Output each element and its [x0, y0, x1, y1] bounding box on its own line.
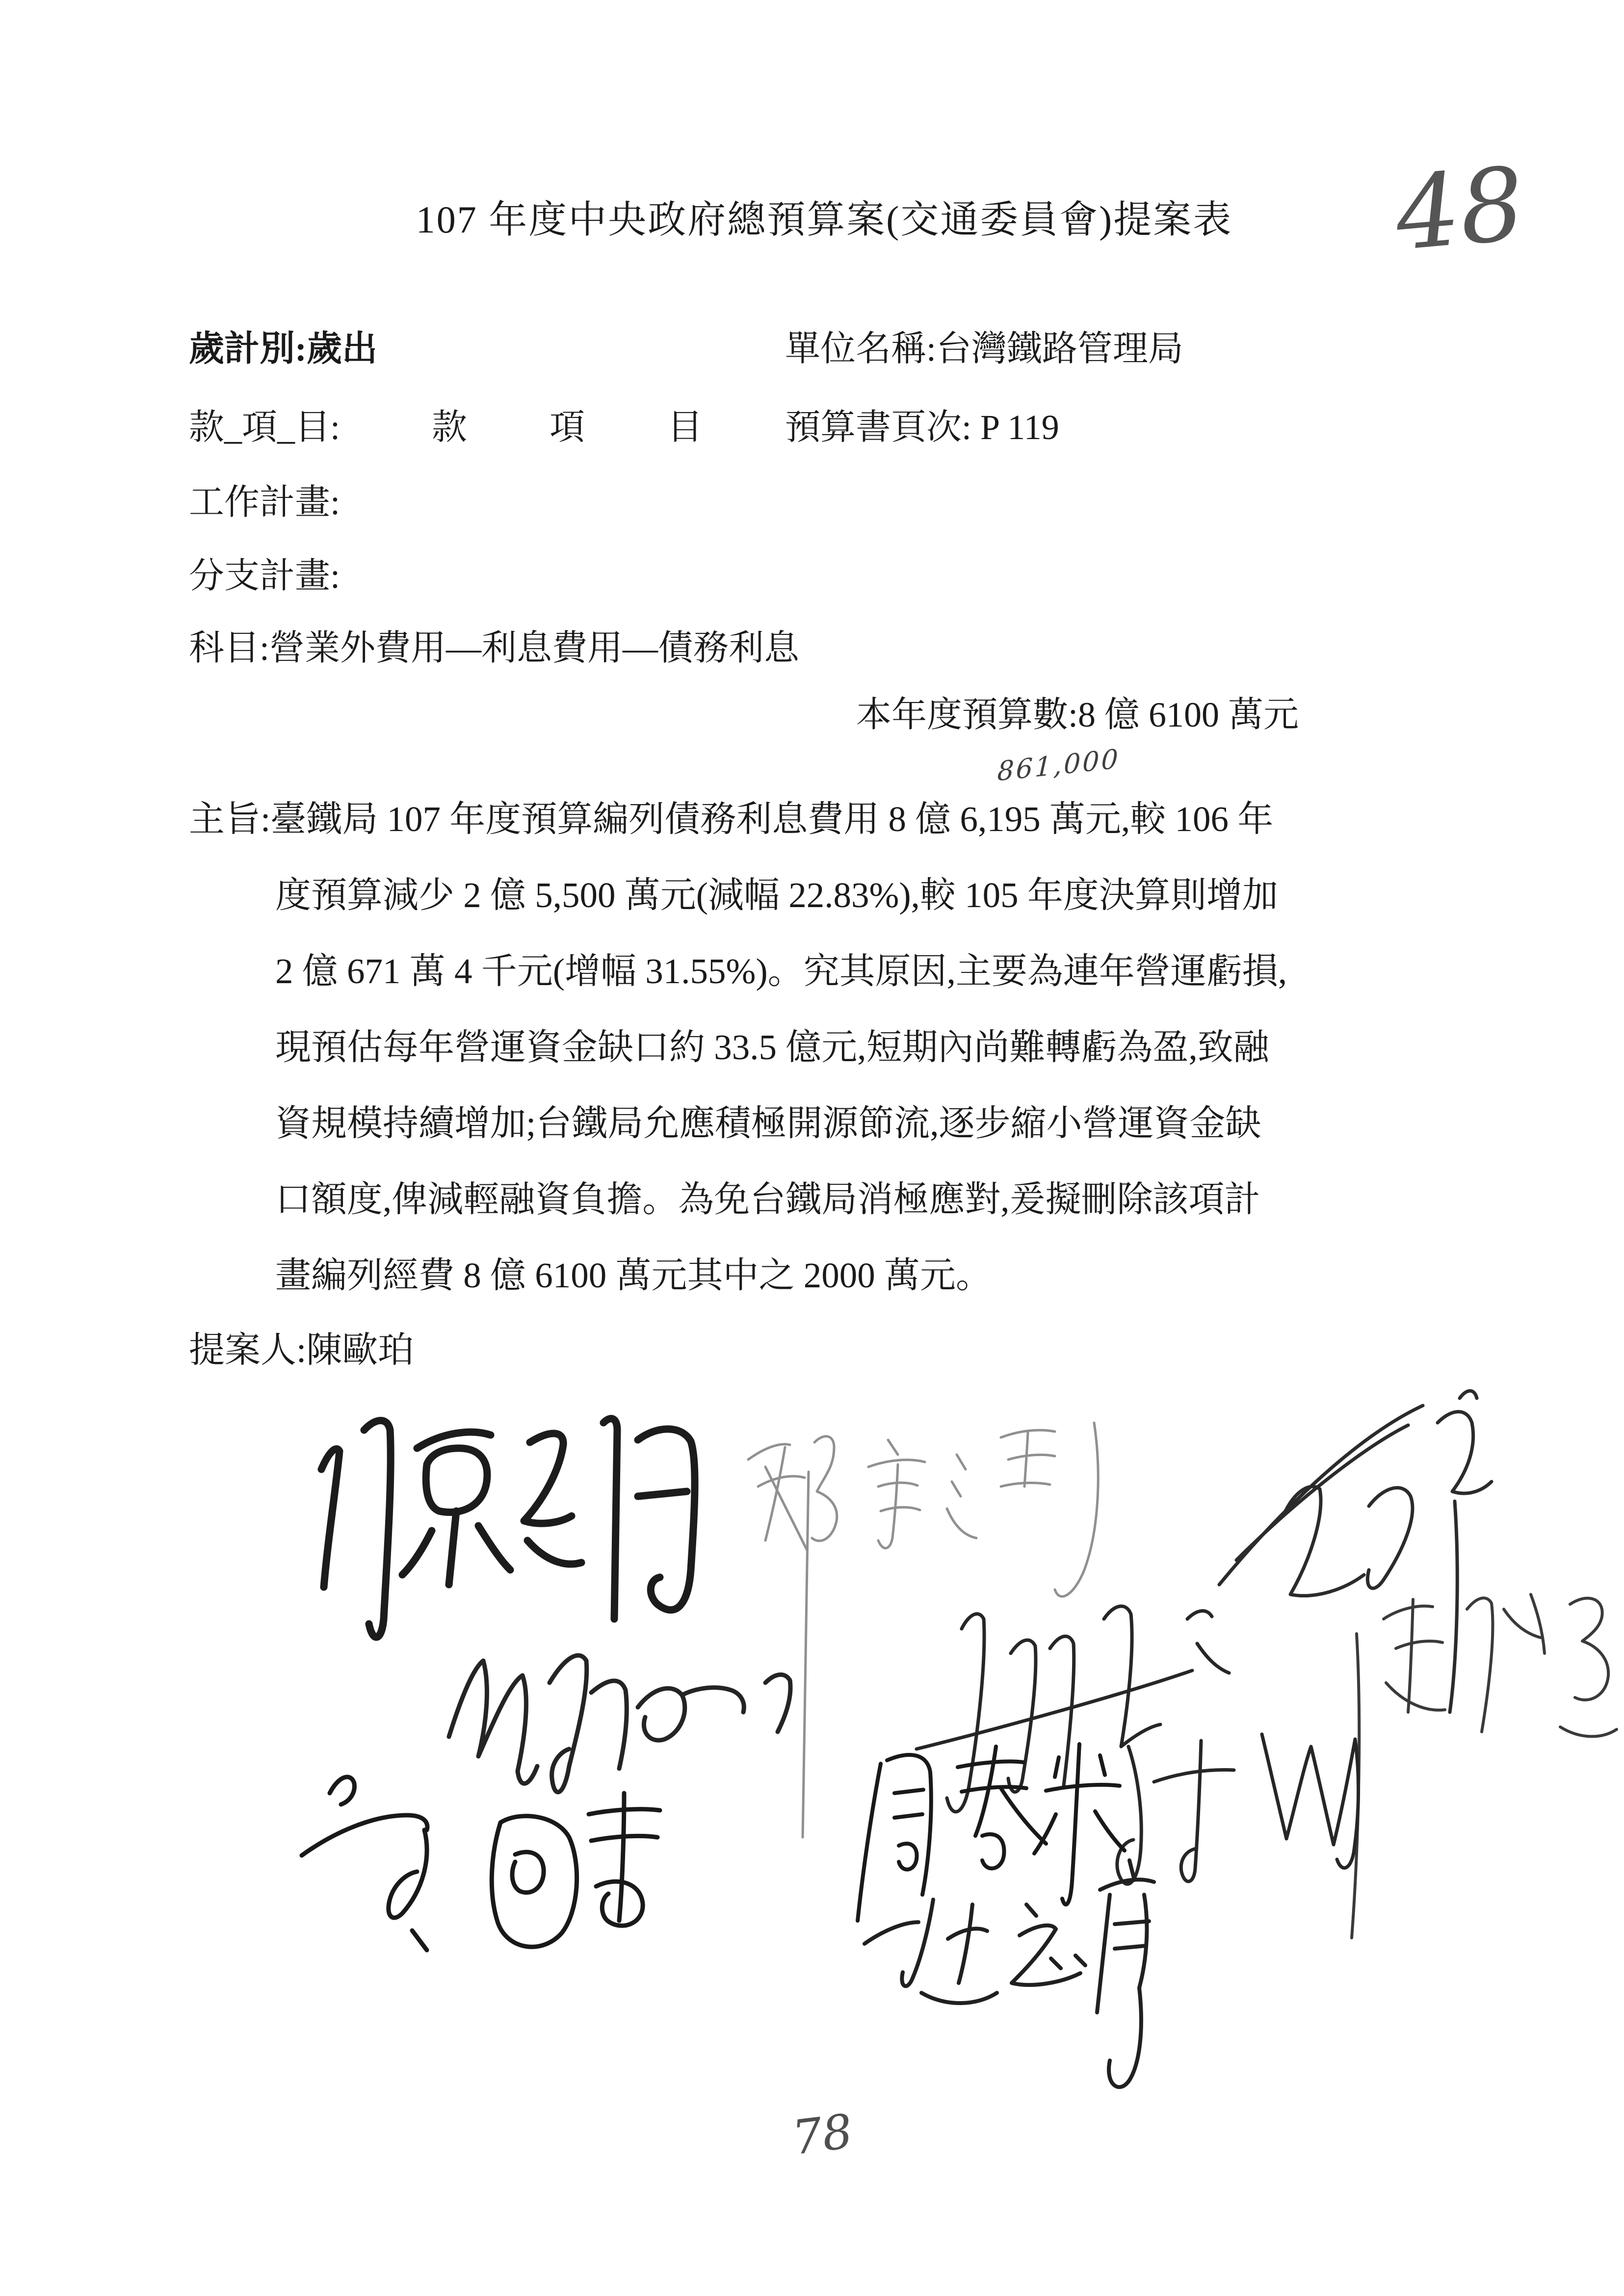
item-value: 款 項 目 [432, 408, 727, 447]
account-title: 科目:營業外費用—利息費用—債務利息 [189, 628, 800, 668]
branch-plan-label: 分支計畫: [189, 556, 341, 596]
budget-category-label: 歲計別: [189, 329, 307, 368]
proposer-label: 提案人:陳歐珀 [189, 1330, 414, 1370]
subject-line: 主旨:臺鐵局 107 年度預算編列債務利息費用 8 億 6,195 萬元,較 106 年 [189, 799, 1274, 839]
handwritten-page-number: 78 [789, 2103, 856, 2166]
subject-line: 2 億 671 萬 4 千元(增幅 31.55%)。究其原因,主要為連年營運虧損, [275, 951, 1287, 991]
current-year-budget: 本年度預算數:8 億 6100 萬元 [856, 695, 1299, 734]
subject-line: 現預估每年營運資金缺口約 33.5 億元,短期內尚難轉虧為盈,致融 [275, 1027, 1269, 1067]
work-plan-label: 工作計畫: [189, 483, 341, 522]
signature-zheng-bao-qing [748, 1423, 1098, 1837]
subject-line: 資規模持續增加;台鐵局允應積極開源節流,逐步縮小營運資金缺 [275, 1103, 1261, 1143]
signature-row2-right [1352, 1594, 1617, 1938]
signature-chen-ou-po [321, 1419, 695, 1638]
signature-row1-right [1219, 1391, 1492, 1712]
unit-name-field: 單位名稱:台灣鐵路管理局 [785, 329, 1184, 368]
handwritten-corner-number: 48 [1391, 146, 1529, 273]
subject-line: 口額度,俾減輕融資負擔。為免台鐵局消極應對,爰擬刪除該項計 [275, 1179, 1260, 1219]
item-label: 款_項_目: [189, 408, 341, 447]
signature-row4-bottom [864, 1860, 1154, 2087]
signature-zhou-chun-mi [858, 1744, 1125, 1921]
page-title: 107 年度中央政府總預算案(交通委員會)提案表 [416, 198, 1233, 241]
budget-category-value: 歲出 [306, 329, 377, 368]
subject-line: 度預算減少 2 億 5,500 萬元(減幅 22.83%),較 105 年度決算則增加 [275, 875, 1278, 915]
signature-huang-guo-shu [302, 1777, 660, 1950]
signature-row2-left [449, 1655, 790, 1792]
budget-book-page-field: 預算書頁次: P 119 [785, 408, 1059, 447]
handwritten-amount-annotation: 861,000 [996, 743, 1121, 787]
signature-row3-right [1154, 1734, 1359, 1881]
subject-line: 畫編列經費 8 億 6100 萬元其中之 2000 萬元。 [275, 1255, 992, 1295]
